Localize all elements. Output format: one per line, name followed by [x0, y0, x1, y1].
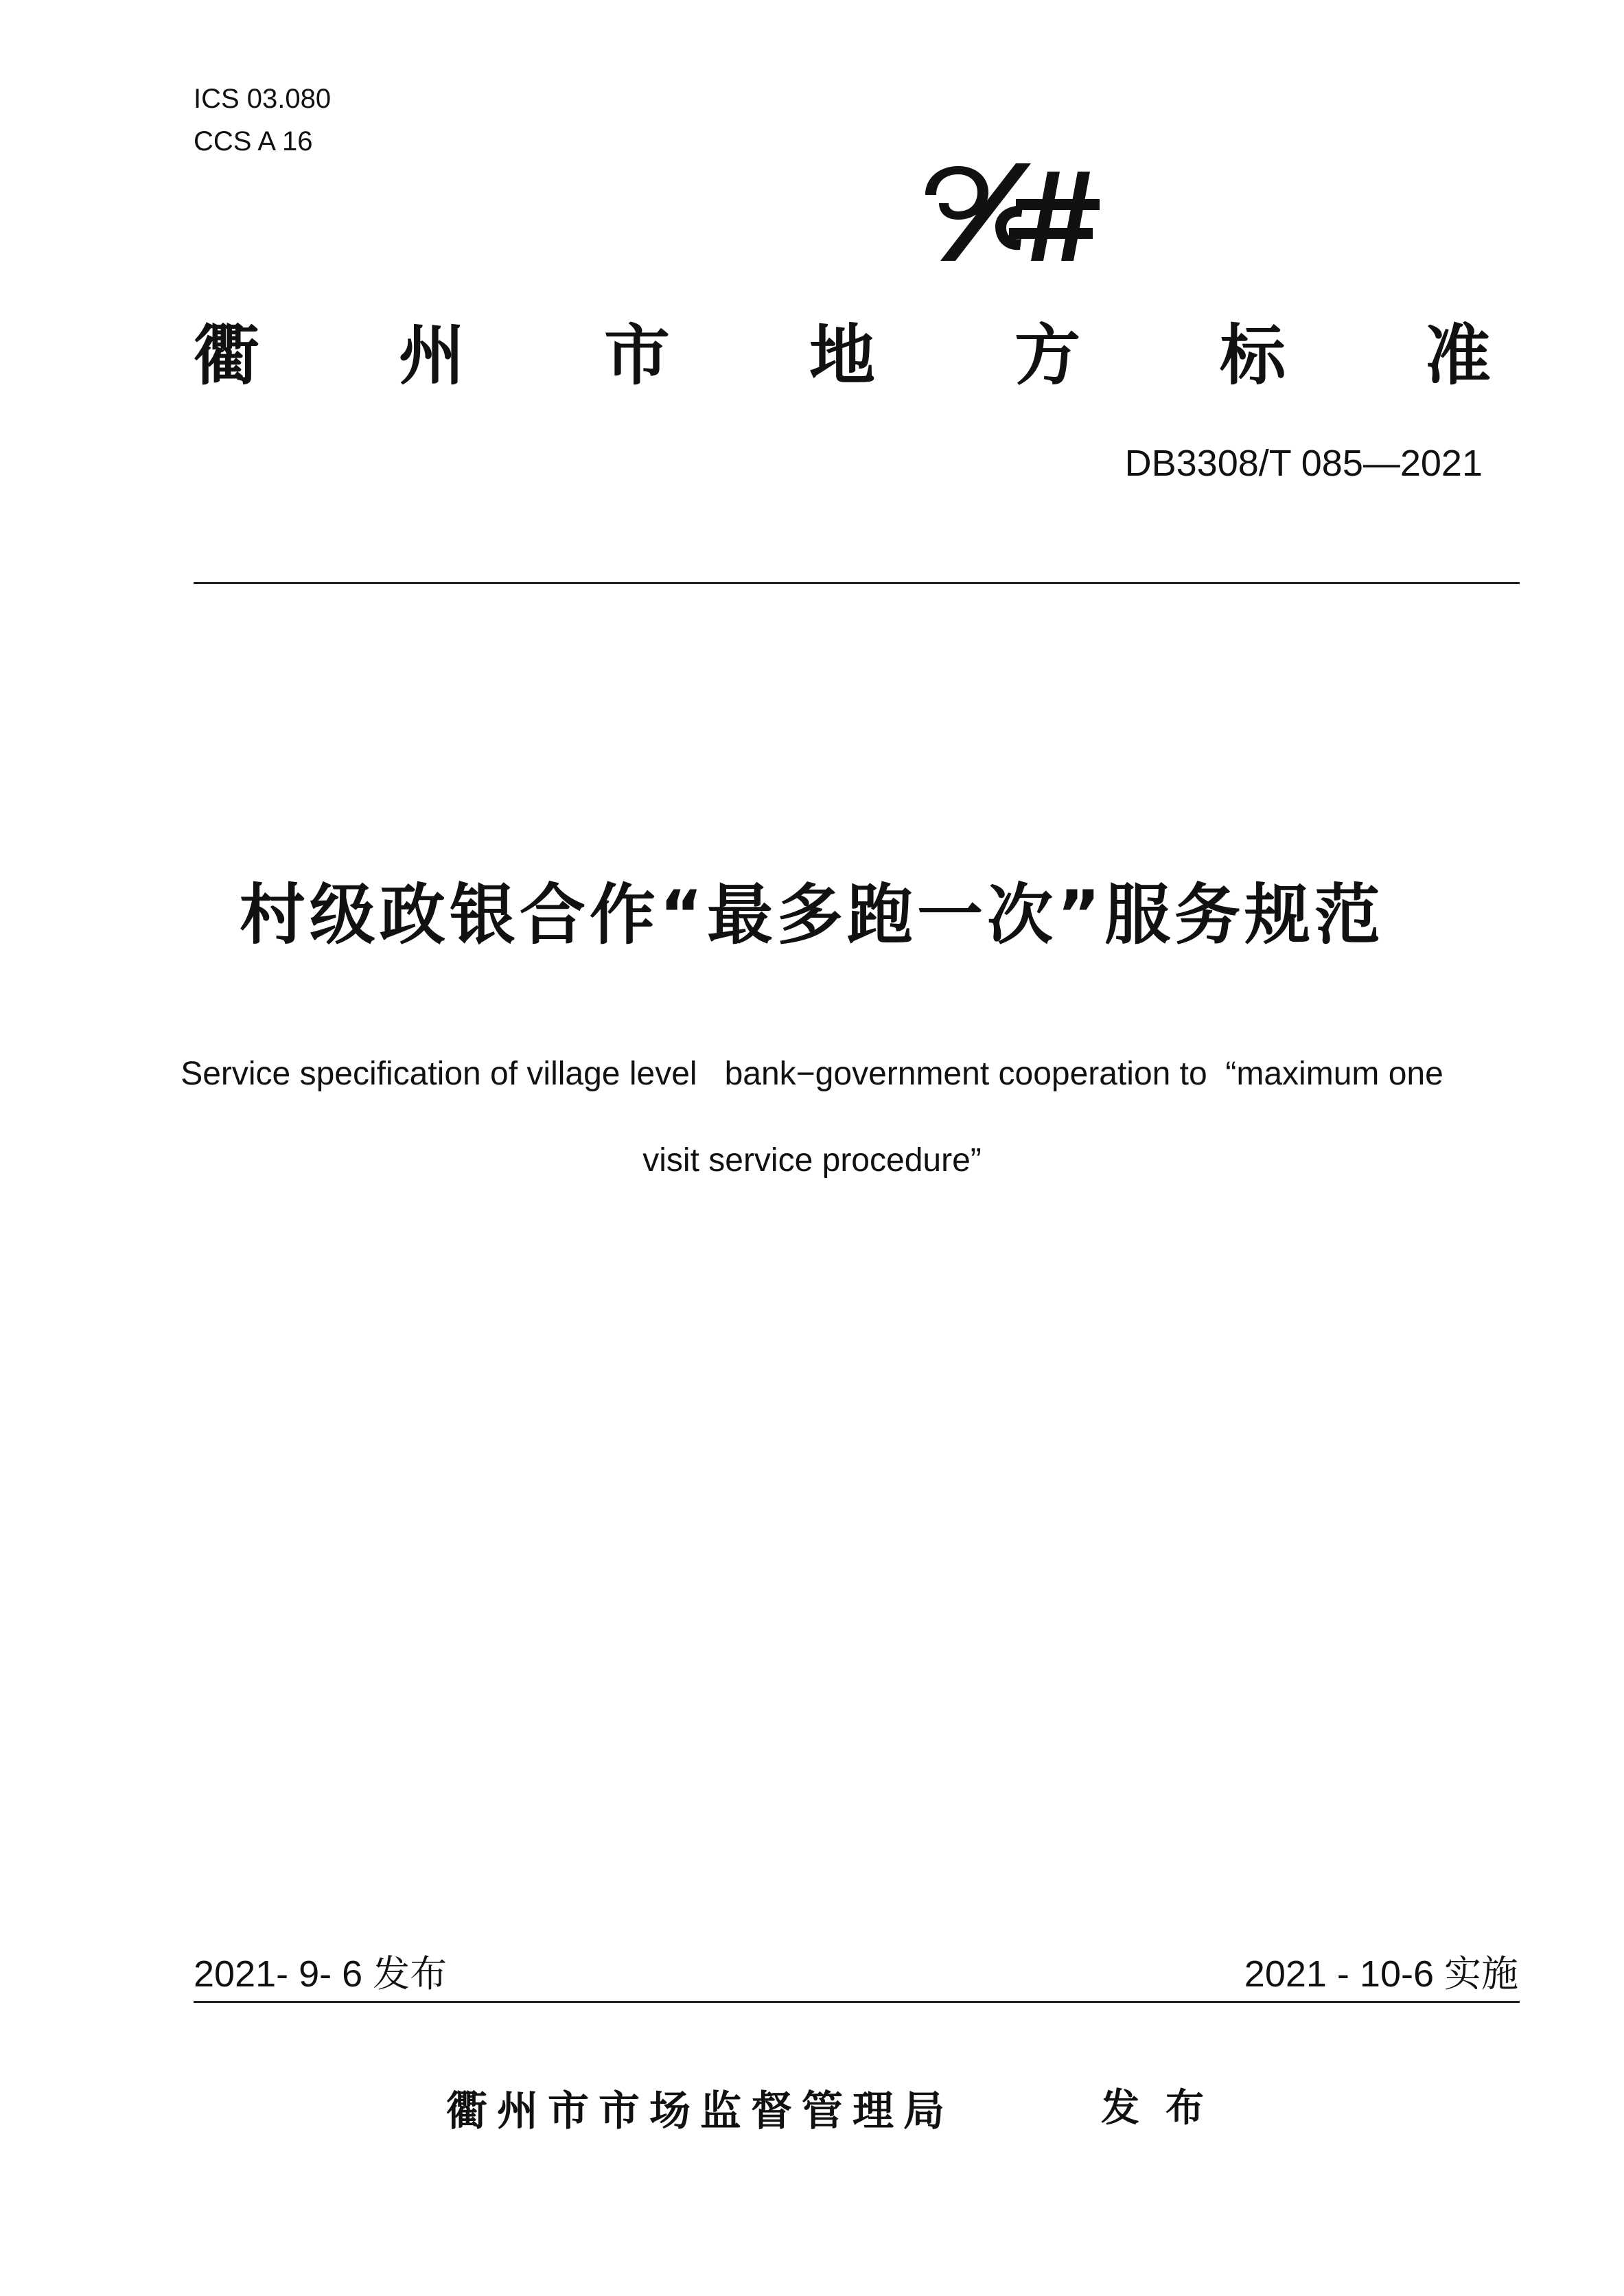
standard-type-char: 标 — [1220, 317, 1286, 394]
top-divider — [194, 582, 1520, 584]
standard-type-char: 地 — [809, 317, 875, 394]
bottom-divider — [194, 2001, 1520, 2003]
ics-code: ICS 03.080 — [194, 84, 332, 114]
standard-type-char: 州 — [399, 317, 465, 394]
ccs-code: CCS A 16 — [194, 126, 313, 156]
publisher-name: 衢州市市场监督管理局 — [446, 2087, 954, 2135]
standard-type-heading — [194, 314, 1491, 397]
db-logo-icon — [913, 151, 1112, 268]
standard-type-char: 衢 — [194, 317, 259, 394]
standard-type-char: 准 — [1425, 317, 1491, 394]
standard-code: DB3308/T 085—2021 — [1124, 443, 1483, 484]
standard-type-char: 方 — [1014, 317, 1080, 394]
title-english-line-2: visit service procedure” — [642, 1142, 982, 1179]
standard-type-char: 市 — [604, 317, 670, 394]
title-english-line-1: Service specification of village level bank−government cooperation to “maximum one — [181, 1056, 1443, 1092]
title-chinese: 村级政银合作“最多跑一次”服务规范 — [239, 877, 1385, 953]
publish-label: 发布 — [1101, 2086, 1230, 2131]
issue-date: 2021- 9- 6 发布 — [194, 1953, 448, 1995]
implementation-date: 2021 - 10-6 实施 — [1244, 1953, 1518, 1995]
